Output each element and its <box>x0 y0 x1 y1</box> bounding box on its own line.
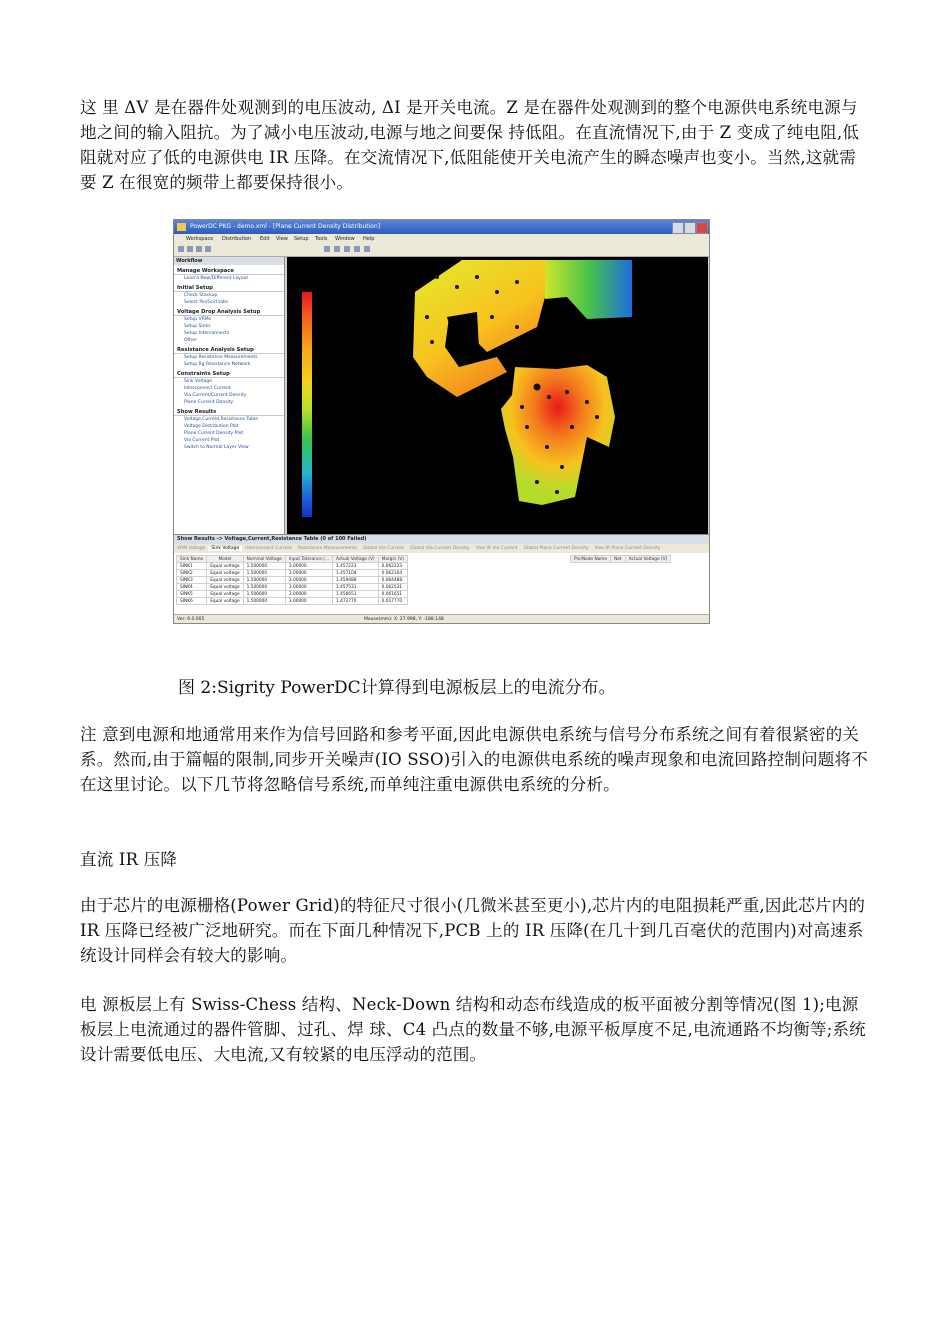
workflow-header: Workflow <box>174 257 284 265</box>
menu-bar <box>174 234 709 244</box>
table-header: Actual Voltage (V) <box>625 556 671 563</box>
workflow-item[interactable]: Setup Interconnects <box>184 331 230 336</box>
menu-edit[interactable]: Edit <box>260 236 270 242</box>
pin-node-table <box>570 555 671 563</box>
play-icon[interactable] <box>205 246 211 252</box>
current-map <box>287 257 708 534</box>
tab-global-via-current-density[interactable]: Global Via Current Density <box>410 546 470 551</box>
tab-resistance-measurements[interactable]: Resistance Measurements <box>298 546 357 551</box>
new-icon[interactable] <box>178 246 184 252</box>
window-titlebar <box>174 220 709 234</box>
workflow-item[interactable]: Plane Current Density <box>184 400 234 405</box>
table-cell: SINK3 <box>177 577 207 584</box>
open-icon[interactable] <box>187 246 193 252</box>
table-cell: SINK4 <box>177 584 207 591</box>
workflow-item[interactable]: Other <box>184 338 197 343</box>
table-cell: 0.017770 <box>378 598 407 605</box>
table-cell: 0.061651 <box>378 591 407 598</box>
table-cell: 3.00000 <box>285 563 332 570</box>
workflow-item[interactable]: Load a New/Different Layout <box>184 276 249 281</box>
table-cell: 0.064488 <box>378 577 407 584</box>
workflow-item[interactable]: Voltage,Current,Resistance Table <box>184 417 258 422</box>
table-cell: 3.00000 <box>285 584 332 591</box>
table-header: Actual Voltage (V) <box>333 556 379 563</box>
table-cell: 3.00000 <box>285 570 332 577</box>
table-cell: 0.062104 <box>378 570 407 577</box>
maximize-button[interactable] <box>684 222 696 234</box>
powerdc-screenshot <box>173 219 710 624</box>
table-header: Net <box>611 556 626 563</box>
workflow-group[interactable]: Constraints Setup <box>174 370 284 378</box>
table-cell: Equal voltage <box>207 598 243 605</box>
menu-view[interactable]: View <box>276 236 288 242</box>
workflow-item[interactable]: Via Current Plot <box>184 438 220 443</box>
tab-sink-voltage[interactable]: Sink Voltage <box>208 546 242 551</box>
workflow-group[interactable]: Resistance Analysis Setup <box>174 346 284 354</box>
workflow-group[interactable]: Voltage Drop Analysis Setup <box>174 308 284 316</box>
table-cell: SINK2 <box>177 570 207 577</box>
table-header: Sink Name <box>177 556 207 563</box>
results-tabs <box>174 544 709 553</box>
version-label: Ver: 6.0.005 <box>177 617 205 622</box>
table-row[interactable] <box>177 598 408 605</box>
table-cell: Equal voltage <box>207 584 243 591</box>
tab-vias-ir-via-current[interactable]: Vias IR Via Current <box>475 546 518 551</box>
table-header: Model <box>207 556 243 563</box>
table-cell: 0.062531 <box>378 584 407 591</box>
minimize-button[interactable] <box>672 222 684 234</box>
tab-vrm-voltage[interactable]: VRM Voltage <box>177 546 206 551</box>
workflow-item[interactable]: Via Current/Current Density <box>184 393 247 398</box>
workflow-group[interactable]: Show Results <box>174 408 284 416</box>
sink-voltage-table <box>176 555 408 605</box>
table-cell: 1.456651 <box>333 591 379 598</box>
results-title: Show Results -> Voltage,Current,Resistance Table (0 of 100 Failed) <box>174 535 709 544</box>
table-cell: 3.00000 <box>285 577 332 584</box>
tab-global-plane-current-density[interactable]: Global Plane Current Density <box>523 546 589 551</box>
status-bar <box>174 614 709 624</box>
zoom-icon[interactable] <box>324 246 330 252</box>
select-icon[interactable] <box>344 246 350 252</box>
table-row[interactable] <box>177 591 408 598</box>
workflow-panel <box>174 257 285 534</box>
table-cell: Equal voltage <box>207 577 243 584</box>
table-cell: 1.500000 <box>243 563 285 570</box>
save-icon[interactable] <box>196 246 202 252</box>
table-cell: 1.500000 <box>243 584 285 591</box>
intro-paragraph: 这 里 ΔV 是在器件处观测到的电压波动, ΔI 是开关电流。Z 是在器件处观测到的整个电源供电系统电源与地之间的输入阻抗。为了减小电压波动,电源与地之间要保 持低阻。在直流情况下,由于 Z 变成了纯电阻,低阻就对应了低的电源供电 IR 压降。在交流情况下,低阻能使开关电流产生的瞬态噪声也变小。当然,这就需要 Z 在很宽的频带上都要保持很小。 <box>80 98 860 192</box>
section-heading-dc-ir: 直流 IR 压降 <box>80 850 178 869</box>
workflow-item[interactable]: Setup Rg Resistance Network <box>184 362 251 367</box>
workflow-item[interactable]: Voltage Distribution Plot <box>184 424 239 429</box>
table-cell: SINK1 <box>177 563 207 570</box>
table-cell: 1.457531 <box>333 584 379 591</box>
tab-vias-ir-plane-current-density[interactable]: Vias IR Plane Current Density <box>594 546 661 551</box>
table-header: Margin (V) <box>378 556 407 563</box>
table-cell: SINK6 <box>177 598 207 605</box>
table-cell: 1.500000 <box>243 570 285 577</box>
table-header: Nominal Voltage <box>243 556 285 563</box>
table-row[interactable] <box>177 570 408 577</box>
table-cell: 1.457104 <box>333 570 379 577</box>
table-row[interactable] <box>177 563 408 570</box>
tab-interconnect-current[interactable]: Interconnect Current <box>245 546 293 551</box>
workflow-group[interactable]: Initial Setup <box>174 284 284 292</box>
app-icon <box>177 223 186 231</box>
power-plane-paragraph: 电 源板层上有 Swiss-Chess 结构、Neck-Down 结构和动态布线造成的板平面被分割等情况(图 1);电源板层上电流通过的器件管脚、过孔、焊 球、C4 凸点的数量不够,电源平板厚度不足,电流通路不均衡等;系统设计需要低电压、大电流,又有较紧的电压浮动的范围。 <box>80 995 866 1064</box>
workflow-item[interactable]: Switch to Normal Layer View <box>184 445 249 450</box>
current-density-plot[interactable] <box>287 257 708 534</box>
tab-global-via-current[interactable]: Global Via Current <box>362 546 405 551</box>
window-title: PowerDC PKG - demo.xml - [Plane Current Density Distribution] <box>190 223 381 230</box>
menu-distribution[interactable]: Distribution <box>222 236 252 242</box>
table-row[interactable] <box>177 584 408 591</box>
workflow-item[interactable]: Interconnect Current <box>184 386 231 391</box>
results-panel <box>174 534 709 624</box>
table-cell: 1.472770 <box>333 598 379 605</box>
table-cell: 1.459488 <box>333 577 379 584</box>
workflow-group[interactable]: Manage Workspace <box>174 267 284 275</box>
table-cell: 1.500000 <box>243 577 285 584</box>
table-cell: 3.00000 <box>285 598 332 605</box>
menu-help[interactable]: Help <box>363 236 375 242</box>
table-header: Pin/Node Name <box>571 556 611 563</box>
workflow-item[interactable]: Sink Voltage <box>184 379 212 384</box>
close-button[interactable] <box>696 222 708 234</box>
note-paragraph: 注 意到电源和地通常用来作为信号回路和参考平面,因此电源供电系统与信号分布系统之间有着很紧密的关系。然而,由于篇幅的限制,同步开关噪声(IO SSO)引入的电源供电系统的噪声现象和电流回路控制问题将不在这里讨论。以下几节将忽略信号系统,而单纯注重电源供电系统的分析。 <box>80 725 868 794</box>
table-cell: 0.062223 <box>378 563 407 570</box>
workflow-item[interactable]: Setup Resistance Measurements <box>184 355 258 360</box>
mouse-coordinates: Mouse(mm): X: 27.998, Y: -188.148 <box>364 617 444 622</box>
table-cell: Equal voltage <box>207 563 243 570</box>
menu-workspace[interactable]: Workspace <box>186 236 214 242</box>
table-cell: 3.00000 <box>285 591 332 598</box>
table-cell: 1.500000 <box>243 591 285 598</box>
workflow-item[interactable]: Setup Sinks <box>184 324 211 329</box>
table-cell: Equal voltage <box>207 570 243 577</box>
menu-tools[interactable]: Tools <box>315 236 328 242</box>
workflow-item[interactable]: Check Stackup <box>184 293 218 298</box>
table-cell: 1.500000 <box>243 598 285 605</box>
table-cell: SINK5 <box>177 591 207 598</box>
workflow-item[interactable]: Plane Current Density Plot <box>184 431 244 436</box>
figure-caption: 图 2:Sigrity PowerDC计算得到电源板层上的电流分布。 <box>178 678 616 698</box>
table-cell: 1.457223 <box>333 563 379 570</box>
measure-icon[interactable] <box>354 246 360 252</box>
workflow-item[interactable]: Setup VRMs <box>184 317 211 322</box>
menu-window[interactable]: Window <box>335 236 355 242</box>
layer-icon[interactable] <box>364 246 370 252</box>
ir-drop-paragraph: 由于芯片的电源栅格(Power Grid)的特征尺寸很小(几微米甚至更小),芯片内的电阻损耗严重,因此芯片内的 IR 压降已经被广泛地研究。而在下面几种情况下,PCB 上的 IR 压降(在几十到几百毫伏的范围内)对高速系统设计同样会有较大的影响。 <box>80 896 866 965</box>
pan-icon[interactable] <box>334 246 340 252</box>
table-cell: Equal voltage <box>207 591 243 598</box>
toolbar <box>174 244 709 257</box>
table-row[interactable] <box>177 577 408 584</box>
table-header: Input Tolerance (... <box>285 556 332 563</box>
workflow-item[interactable]: Select Pin/Grid tabs <box>184 300 229 305</box>
menu-setup[interactable]: Setup <box>294 236 309 242</box>
